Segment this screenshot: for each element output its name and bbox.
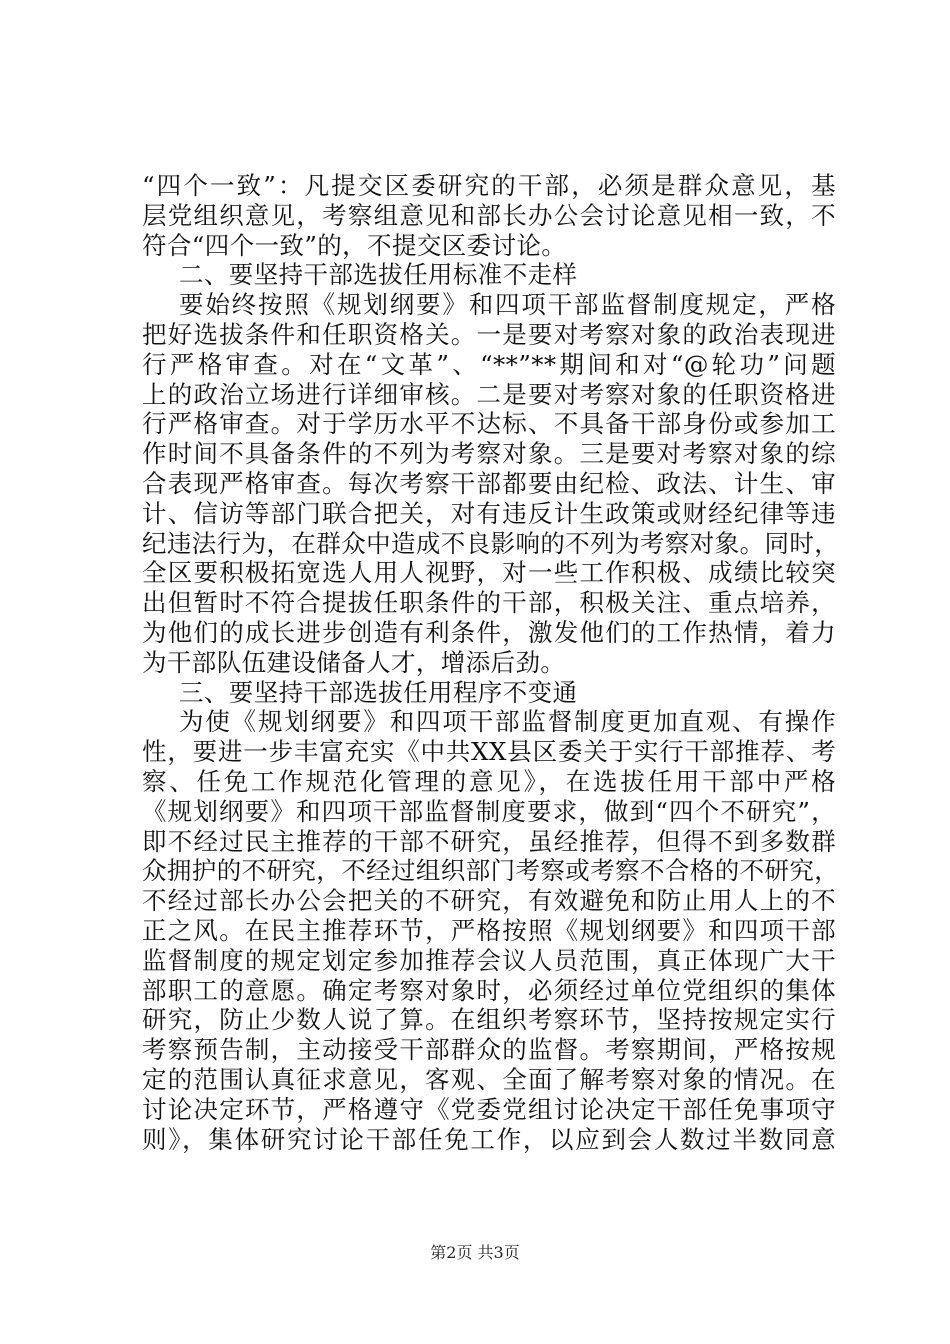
text-line: 符合“四个一致”的，不提交区委讨论。: [142, 230, 567, 260]
text-line: “四个一致”：凡提交区委研究的干部，必须是群众意见，基: [142, 171, 836, 200]
text-line: 则》，集体研究讨论干部任免工作，以应到会人数过半数同意: [142, 1124, 836, 1154]
text-line: 《规划纲要》和四项干部监督制度要求，做到“四个不研究”，: [142, 796, 836, 826]
document-body: [142, 171, 840, 1154]
page-footer: 第2页 共3页: [430, 1243, 520, 1262]
text-line: 监督制度的规定划定参加推荐会议人员范围，真正体现广大干: [142, 945, 836, 975]
text-line: 计、信访等部门联合把关，对有违反计生政策或财经纪律等违: [142, 498, 836, 528]
text-line: 为干部队伍建设储备人才，增添后劲。: [142, 647, 566, 677]
text-line: 部职工的意愿。确定考察对象时，必须经过单位党组织的集体: [142, 975, 836, 1005]
text-line: 纪违法行为，在群众中造成不良影响的不列为考察对象。同时，: [142, 528, 840, 558]
text-line: 性，要进一步丰富充实《中共XX县区委关于实行干部推荐、考: [142, 737, 836, 767]
text-line: 合表现严格审查。每次考察干部都要由纪检、政法、计生、审: [142, 468, 836, 498]
text-line: 层党组织意见，考察组意见和部长办公会讨论意见相一致，不: [142, 200, 836, 230]
text-line: 上的政治立场进行详细审核。二是要对考察对象的任职资格进: [142, 379, 836, 409]
text-line: 察、任免工作规范化管理的意见》，在选拔任用干部中严格: [142, 766, 836, 796]
text-line: 众拥护的不研究，不经过组织部门考察或考察不合格的不研究，: [142, 856, 840, 886]
text-line: 把好选拔条件和任职资格关。一是要对考察对象的政治表现进: [142, 319, 836, 349]
text-line: 全区要积极拓宽选人用人视野，对一些工作积极、成绩比较突: [142, 558, 836, 588]
text-line: 讨论决定环节，严格遵守《党委党组讨论决定干部任免事项守: [142, 1094, 836, 1124]
text-line: 要始终按照《规划纲要》和四项干部监督制度规定，严格: [179, 290, 836, 320]
text-line: 为使《规划纲要》和四项干部监督制度更加直观、有操作: [179, 707, 836, 737]
text-line: 行严格审查。对于学历水平不达标、不具备干部身份或参加工: [142, 409, 836, 439]
text-line: 作时间不具备条件的不列为考察对象。三是要对考察对象的综: [142, 439, 836, 469]
text-line: 考察预告制，主动接受干部群众的监督。考察期间，严格按规: [142, 1035, 836, 1065]
text-line: 不经过部长办公会把关的不研究，有效避免和防止用人上的不: [142, 886, 836, 916]
section-heading: 三、要坚持干部选拔任用程序不变通: [179, 677, 578, 707]
text-line: 为他们的成长进步创造有利条件，激发他们的工作热情，着力: [142, 617, 836, 647]
text-line: 出但暂时不符合提拔任职条件的干部，积极关注、重点培养，: [142, 588, 836, 618]
text-line: 定的范围认真征求意见，客观、全面了解考察对象的情况。在: [142, 1064, 836, 1094]
text-line: 研究，防止少数人说了算。在组织考察环节，坚持按规定实行: [142, 1005, 836, 1035]
text-line: 正之风。在民主推荐环节，严格按照《规划纲要》和四项干部: [142, 915, 836, 945]
text-line: 行严格审查。对在“文革”、“**”**期间和对“@轮功”问题: [142, 349, 836, 379]
section-heading: 二、要坚持干部选拔任用标准不走样: [179, 260, 578, 290]
text-line: 即不经过民主推荐的干部不研究，虽经推荐，但得不到多数群: [142, 826, 836, 856]
